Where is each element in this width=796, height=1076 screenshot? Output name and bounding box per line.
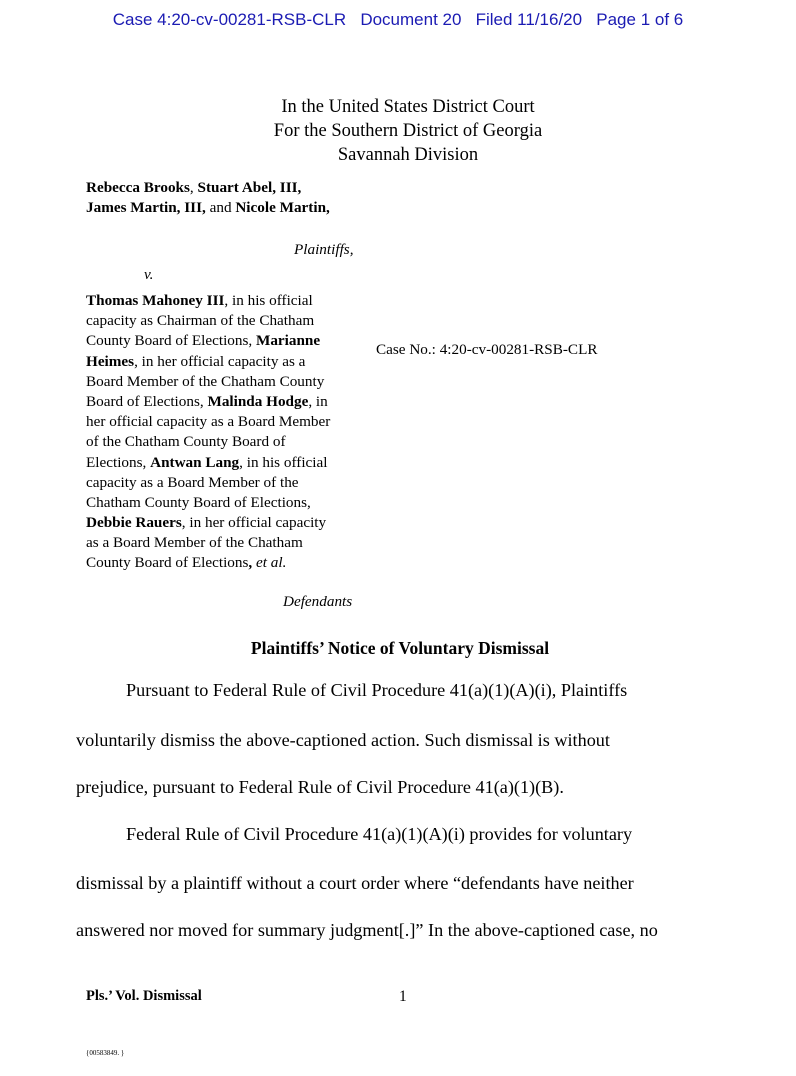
plaintiff-1: Rebecca Brooks [86, 179, 190, 196]
defendant-text: capacity as a Board Member of the [86, 473, 299, 491]
defendant-comma: , [248, 554, 256, 572]
defendant-text: , in his official [224, 292, 313, 309]
defendant-1: Thomas Mahoney III [86, 292, 225, 309]
defendant-text: , in [308, 392, 328, 410]
defendant-text: , in her official capacity as a [134, 352, 306, 370]
defendant-text: Chatham County Board of Elections, [86, 493, 311, 511]
defendant-4: Antwan Lang [150, 453, 240, 471]
body-line: voluntarily dismiss the above-captioned action. Such dismissal is without [76, 730, 610, 750]
header-page: Page 1 of 6 [596, 10, 684, 29]
defendants-label: Defendants [283, 593, 353, 610]
defendant-3: Malinda Hodge [207, 392, 309, 410]
ecf-header [0, 10, 796, 30]
body-line: Federal Rule of Civil Procedure 41(a)(1)(A)(i) provides for voluntary [126, 824, 633, 844]
versus-label: v. [144, 266, 154, 283]
et-al: et al. [256, 554, 287, 572]
defendant-text: , in her official capacity [181, 514, 327, 532]
defendant-text: capacity as Chairman of the Chatham [86, 312, 315, 330]
header-filed: Filed 11/16/20 [475, 10, 583, 29]
case-number: Case No.: 4:20-cv-00281-RSB-CLR [376, 341, 598, 358]
court-line-2: For the Southern District of Georgia [273, 121, 543, 141]
defendant-5: Debbie Rauers [86, 514, 182, 532]
defendant-text: County Board of Elections, [86, 332, 256, 350]
defendant-text: Board of Elections, [86, 392, 208, 410]
plaintiff-4: Nicole Martin, [235, 199, 330, 216]
plaintiffs-label: Plaintiffs, [294, 241, 354, 258]
header-case: Case 4:20-cv-00281-RSB-CLR [112, 10, 347, 29]
document-id: {00583849. } [86, 1049, 125, 1057]
body-line: Pursuant to Federal Rule of Civil Procedure 41(a)(1)(A)(i), Plaintiffs [126, 680, 628, 700]
footer-label: Pls.’ Vol. Dismissal [86, 988, 202, 1004]
defendant-text: Board Member of the Chatham County [86, 372, 325, 390]
court-line-1: In the United States District Court [281, 97, 535, 117]
plaintiff-names [86, 178, 386, 218]
defendant-2-last: Heimes [86, 352, 135, 370]
separator: , [189, 179, 198, 196]
defendant-text: her official capacity as a Board Member [86, 413, 331, 431]
defendant-text: as a Board Member of the Chatham [86, 534, 303, 552]
defendant-2-first: Marianne [256, 332, 321, 350]
conjunction: and [205, 199, 236, 216]
defendant-text: Elections, [86, 453, 151, 471]
page-number: 1 [399, 988, 407, 1005]
plaintiff-2: Stuart Abel, III, [197, 179, 302, 196]
header-document: Document 20 [360, 10, 462, 29]
body-line: dismissal by a plaintiff without a court order where “defendants have neither [76, 873, 634, 893]
defendant-text: of the Chatham County Board of [86, 433, 286, 451]
plaintiff-3: James Martin, III, [86, 199, 206, 216]
body-line: answered nor moved for summary judgment[.]” In the above-captioned case, no [76, 920, 658, 940]
court-heading [0, 95, 796, 167]
document-title: Plaintiffs’ Notice of Voluntary Dismissal [250, 638, 550, 658]
body-line: prejudice, pursuant to Federal Rule of Civil Procedure 41(a)(1)(B). [76, 777, 564, 797]
court-line-3: Savannah Division [337, 145, 479, 165]
defendants-block [86, 291, 376, 574]
defendant-text: County Board of Elections [86, 554, 249, 572]
defendant-text: , in his official [239, 453, 328, 471]
